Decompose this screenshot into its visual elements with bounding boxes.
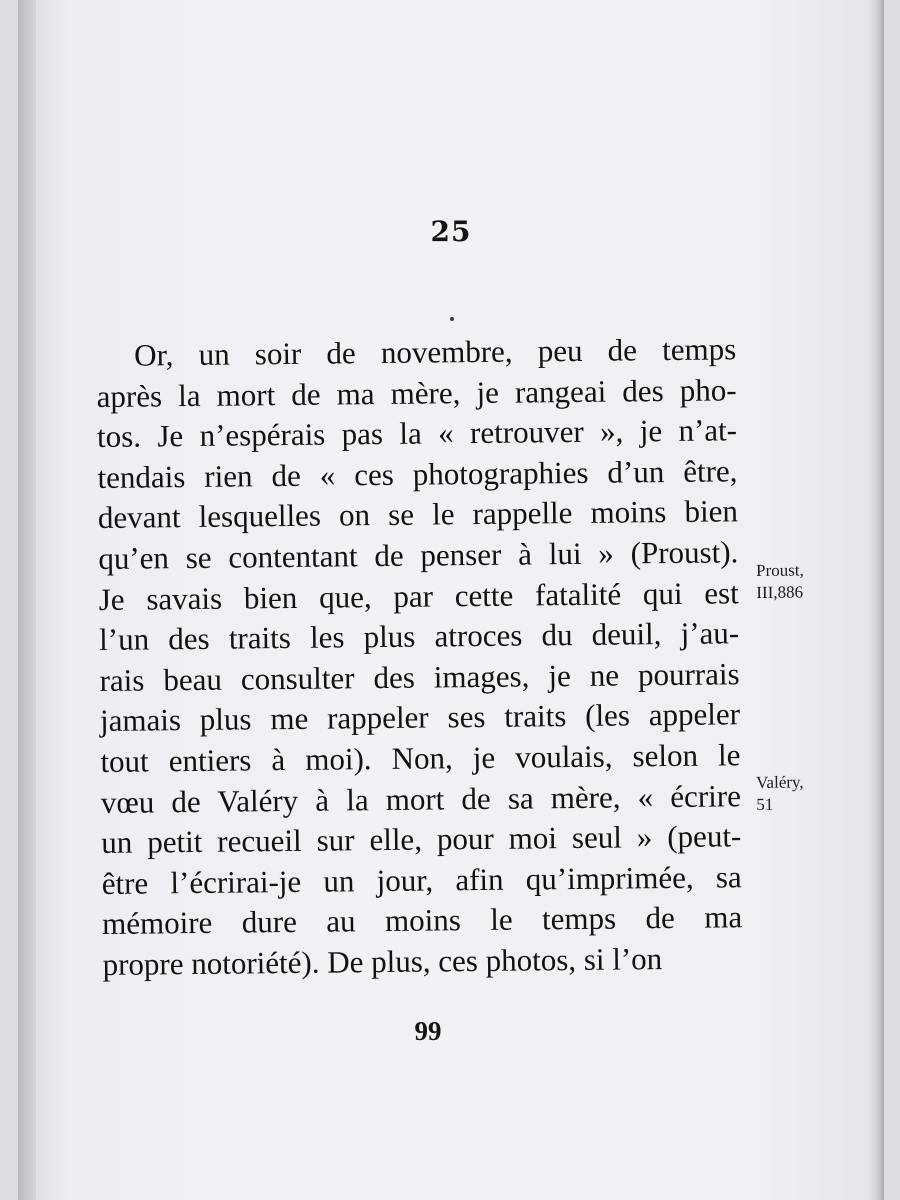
text-line: être l’écrirai-je un jour, afin qu’imprimée, sa <box>101 858 742 901</box>
margin-note-author: Proust, <box>756 560 804 580</box>
margin-note-valery <box>756 771 876 816</box>
text-line: tout entiers à moi). Non, je voulais, selon le <box>100 737 741 779</box>
text-line: Or, un soir de novembre, peu de temps <box>134 331 737 373</box>
margin-note-proust <box>756 559 876 604</box>
text-line: propre notoriété). De plus, ces photos, si l’on <box>102 941 663 982</box>
text-line: un petit recueil sur elle, pour moi seul » (peut- <box>101 818 742 861</box>
text-line: l’un des traits les plus atroces du deuil, j’au- <box>98 615 740 658</box>
body-paragraph <box>96 329 743 985</box>
margin-note-reference: 51 <box>756 794 774 814</box>
margin-note-reference: III,886 <box>756 582 804 602</box>
text-line: après la mort de ma mère, je rangeai des pho- <box>96 371 737 414</box>
text-line: qu’en se contentant de penser à lui » (Proust). <box>98 534 739 576</box>
chapter-number: 25 <box>430 215 472 248</box>
text-line: tendais rien de « ces photographies d’un être, <box>97 453 738 495</box>
margin-note-author: Valéry, <box>756 772 804 792</box>
text-line: jamais plus me rappeler ses traits (les appeler <box>99 696 741 739</box>
text-line: mémoire dure au moins le temps de ma <box>101 899 743 942</box>
text-line: vœu de Valéry à la mort de sa mère, « écrire <box>100 777 742 820</box>
book-page <box>18 0 884 1200</box>
text-line: rais beau consulter des images, je ne pourrais <box>99 656 740 698</box>
page-number: 99 <box>414 1016 442 1046</box>
text-line: Je savais bien que, par cette fatalité qui est <box>98 574 739 617</box>
ornament-dot <box>450 317 454 321</box>
show-through-text: ​ <box>461 11 858 41</box>
text-line: tos. Je n’espérais pas la « retrouver », je n’at- <box>96 412 738 455</box>
text-line: devant lesquelles on se le rappelle moins bien <box>97 493 739 536</box>
